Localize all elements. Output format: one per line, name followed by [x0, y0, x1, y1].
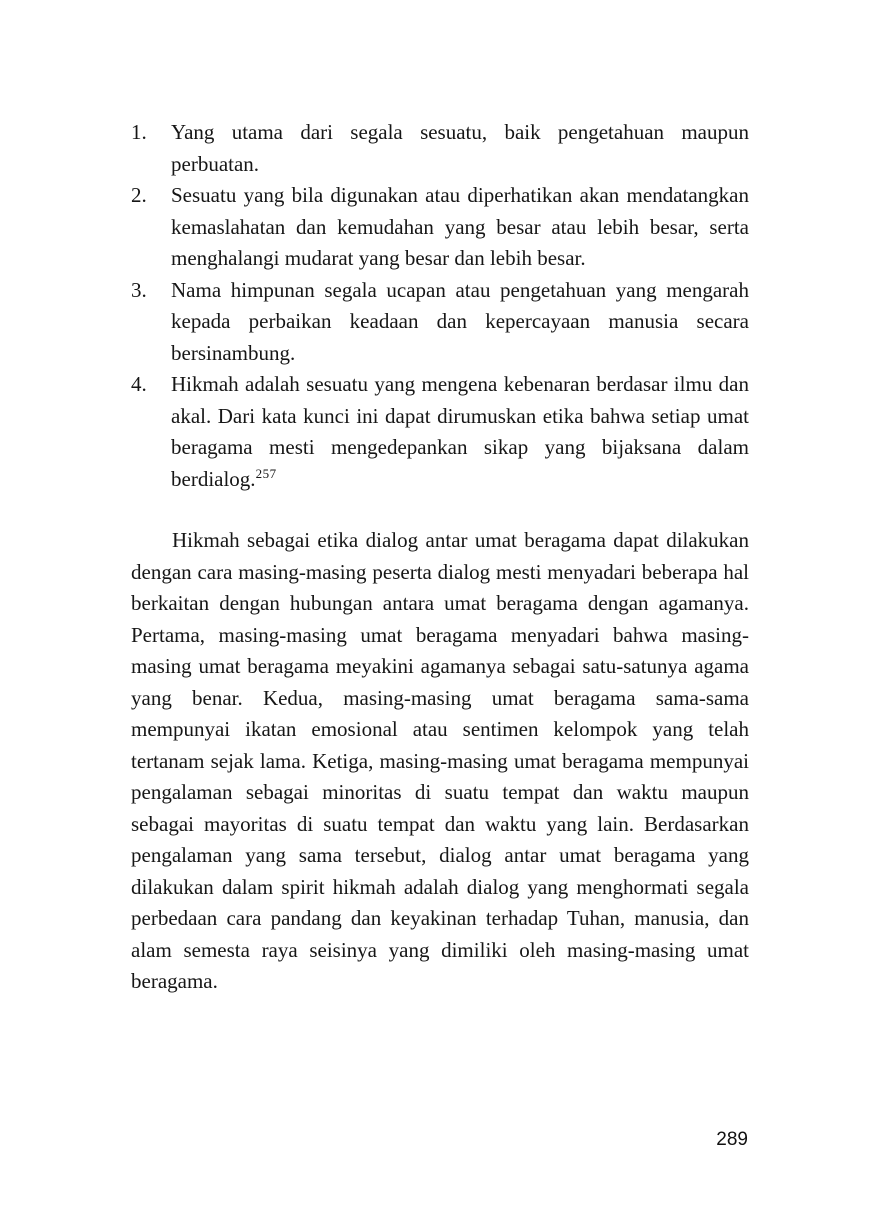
text-block [131, 117, 749, 998]
list-item-1-number: 1. [131, 120, 147, 144]
page-number: 289 [716, 1129, 748, 1150]
list-item-3 [131, 275, 749, 370]
list-item-4-text-body: Hikmah adalah sesuatu yang mengena kebenaran berdasar ilmu dan akal. Dari kata kunci ini dapat dirumuskan etika bahwa setiap umat beragama mesti mengedepankan sikap yang bijaksana dalam berdialog. [171, 372, 749, 491]
list-item-2 [131, 180, 749, 275]
list-item-3-text: Nama himpunan segala ucapan atau pengetahuan yang mengarah kepada perbaikan keadaan dan kepercayaan manusia secara bersinambung. [171, 277, 749, 365]
list-item-4-number: 4. [131, 372, 147, 396]
list-item-2-text: Sesuatu yang bila digunakan atau diperhatikan akan mendatangkan kemaslahatan dan kemudahan yang besar atau lebih besar, serta menghalangi mudarat yang besar dan lebih besar. [171, 183, 749, 270]
list-item-1-text: Yang utama dari segala sesuatu, baik pengetahuan maupun perbuatan. [171, 120, 749, 176]
body-paragraph: Hikmah sebagai etika dialog antar umat beragama dapat dilakukan dengan cara masing-masing peserta dialog mesti menyadari beberapa hal berkaitan dengan hubungan antara umat beragama dengan agamanya. Pertama, masing-masing umat beragama menyadari bahwa masing-masing umat beragama meyakini agamanya sebagai satu-satunya agama yang benar. Kedua, masing-masing umat beragama sama-sama mempunyai ikatan emosional atau sentimen kelompok yang telah tertanam sejak lama. Ketiga, masing-masing umat beragama mempunyai pengalaman sebagai minoritas di suatu tempat dan waktu maupun sebagai mayoritas di suatu tempat dan waktu yang lain. Berdasarkan pengalaman yang sama tersebut, dialog antar umat beragama yang dilakukan dalam spirit hikmah adalah dialog yang menghormati segala perbedaan cara pandang dan keyakinan terhadap Tuhan, manusia, dan alam semesta raya seisinya yang dimiliki oleh masing-masing umat beragama. [131, 528, 749, 993]
list-item-1 [131, 117, 749, 180]
list-item-4 [131, 369, 749, 495]
list-item-3-number: 3. [131, 277, 147, 302]
list-item-4-text [171, 372, 749, 491]
list-item-2-number: 2. [131, 183, 147, 207]
numbered-list [131, 117, 749, 495]
footnote-reference-257: 257 [255, 465, 277, 481]
